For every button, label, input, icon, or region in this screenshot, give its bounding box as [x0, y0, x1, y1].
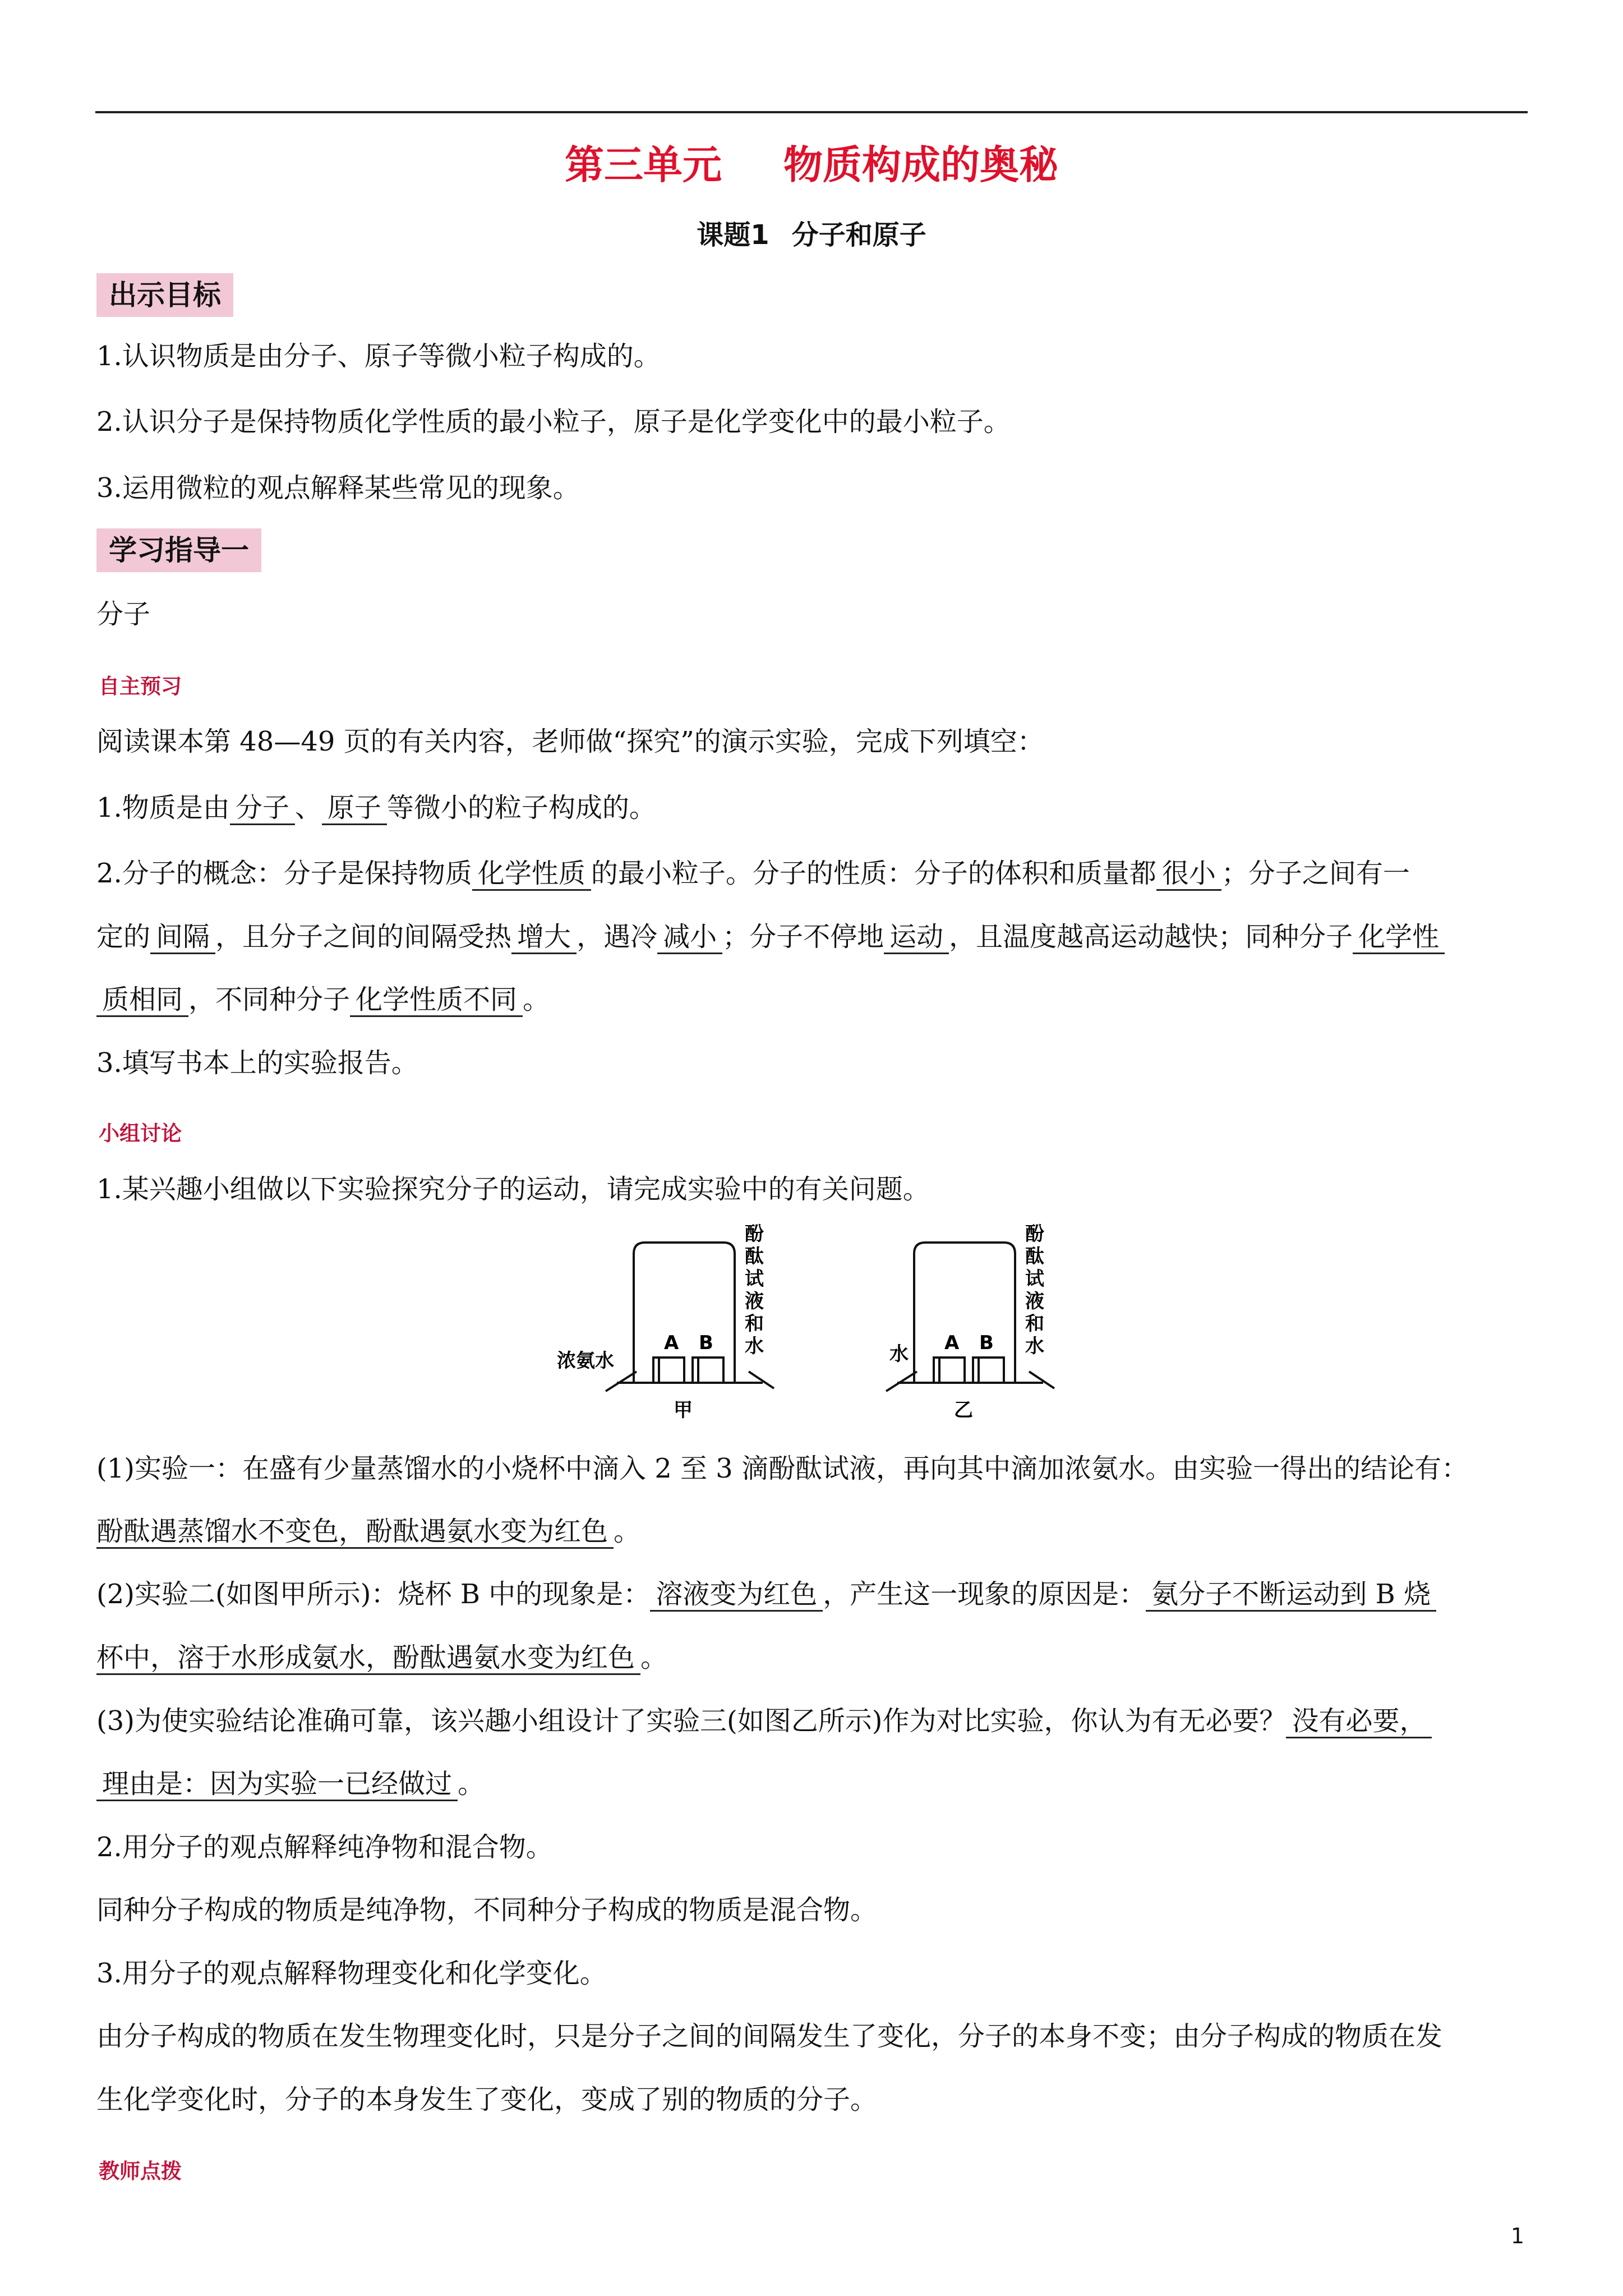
left-side-char: 水 [745, 1335, 764, 1358]
left-liquid-label: 浓氨水 [557, 1350, 614, 1372]
right-side-char: 试 [1025, 1268, 1044, 1290]
right-side-char: 液 [1025, 1290, 1044, 1313]
discussion-a3-line1: 由分子构成的物质在发生物理变化时，只是分子之间的间隔发生了变化，分子的本身不变；由分子构成的物质在发 [96, 2021, 1443, 2052]
right-side-char: 酚 [1025, 1223, 1044, 1245]
p2-end: 。 [640, 1642, 668, 1673]
unit-name: 物质构成的奥秘 [783, 142, 1058, 188]
p2-text-c: ，产生这一现象的原因是： [823, 1579, 1146, 1610]
q2-text: ，且温度越高运动越快；同种分子 [949, 921, 1353, 953]
teacher-tag: 教师点拨 [99, 2159, 182, 2183]
q2-blank-4: 增大 [511, 921, 577, 954]
left-side-char: 和 [745, 1313, 764, 1335]
q2-text: 。 [523, 984, 550, 1015]
q2-text: ，不同种分子 [188, 984, 351, 1015]
unit-label: 第三单元 [565, 142, 722, 188]
page-number: 1 [1510, 2224, 1524, 2248]
top-rule [95, 111, 1528, 113]
right-side-char: 酞 [1025, 1245, 1044, 1268]
left-side-label [745, 1223, 764, 1358]
p2-blank-reason-1: 氨分子不断运动到 B 烧 [1146, 1579, 1436, 1612]
p3-blank-2: 理由是：因为实验一已经做过 [96, 1768, 458, 1801]
preview-q2-line1 [96, 857, 1532, 891]
q1-sep: 、 [294, 792, 322, 823]
left-side-char: 液 [745, 1290, 764, 1313]
guide1-topic: 分子 [96, 599, 151, 630]
discussion-p2-line1 [96, 1577, 1532, 1612]
p3-end: 。 [458, 1768, 485, 1800]
right-liquid-label: 水 [889, 1343, 909, 1365]
right-beaker-b: B [979, 1332, 994, 1354]
q2-blank-1: 化学性质 [472, 858, 591, 891]
right-side-char: 水 [1025, 1335, 1044, 1358]
p2-blank-phenomenon: 溶液变为红色 [650, 1579, 823, 1612]
discussion-q3: 3.用分子的观点解释物理变化和化学变化。 [96, 1958, 607, 1989]
preview-q1 [96, 791, 1532, 825]
goal-item-3: 3.运用微粒的观点解释某些常见的现象。 [96, 472, 580, 504]
goals-tag: 出示目标 [96, 273, 233, 317]
discussion-tag: 小组讨论 [99, 1121, 182, 1145]
experiment-figure [538, 1220, 1099, 1428]
goal-item-1: 1.认识物质是由分子、原子等微小粒子构成的。 [96, 341, 661, 372]
right-side-char: 和 [1025, 1313, 1044, 1335]
p1-end: 。 [614, 1516, 641, 1547]
q2-text: 定的 [96, 921, 151, 953]
discussion-a3-line2: 生化学变化时，分子的本身发生了变化，变成了别的物质的分子。 [96, 2084, 878, 2115]
left-beaker-b: B [699, 1332, 713, 1354]
q1-text-c: 等微小的粒子构成的。 [386, 792, 656, 823]
discussion-p1-answer-line [96, 1515, 1532, 1549]
q1-blank-atom: 原子 [322, 792, 387, 825]
q2-text: ；分子之间有一 [1221, 858, 1410, 889]
left-side-char: 酞 [745, 1245, 764, 1268]
p2-text-a: (2)实验二(如图甲所示)：烧杯 B 中的现象是： [96, 1579, 651, 1610]
q2-text: 的最小粒子。分子的性质：分子的体积和质量都 [591, 858, 1156, 889]
preview-q2-line2 [96, 920, 1532, 954]
unit-title [0, 134, 1623, 190]
left-side-char: 试 [745, 1268, 764, 1290]
q2-blank-6: 运动 [884, 921, 949, 954]
discussion-q2: 2.用分子的观点解释纯净物和混合物。 [96, 1832, 553, 1863]
preview-intro: 阅读课本第 48—49 页的有关内容，老师做“探究”的演示实验，完成下列填空： [96, 726, 1044, 757]
q2-blank-7b: 质相同 [96, 984, 188, 1017]
discussion-p3-line2 [96, 1767, 1532, 1801]
q2-blank-8: 化学性质不同 [350, 984, 523, 1017]
lesson-label: 课题1 [697, 219, 769, 251]
q2-blank-5: 减小 [657, 921, 722, 954]
left-caption: 甲 [674, 1399, 693, 1421]
discussion-q1: 1.某兴趣小组做以下实验探究分子的运动，请完成实验中的有关问题。 [96, 1174, 930, 1205]
q2-blank-7a: 化学性 [1353, 921, 1445, 954]
q2-blank-2: 很小 [1156, 858, 1221, 891]
right-side-label [1025, 1223, 1044, 1358]
q2-blank-3: 间隔 [150, 921, 215, 954]
p3-text-a: (3)为使实验结论准确可靠，该兴趣小组设计了实验三(如图乙所示)作为对比实验，你认为有无必要？ [96, 1705, 1287, 1737]
guide1-tag: 学习指导一 [96, 528, 261, 572]
preview-tag: 自主预习 [99, 674, 182, 698]
p3-blank-1: 没有必要， [1286, 1705, 1432, 1738]
discussion-p1: (1)实验一：在盛有少量蒸馏水的小烧杯中滴入 2 至 3 滴酚酞试液，再向其中滴加浓氨水。由实验一得出的结论有： [96, 1453, 1469, 1484]
p2-blank-reason-2: 杯中，溶于水形成氨水，酚酞遇氨水变为红色 [96, 1642, 640, 1675]
q2-text: 2.分子的概念：分子是保持物质 [96, 858, 472, 889]
lesson-name: 分子和原子 [791, 219, 926, 251]
right-caption: 乙 [954, 1399, 973, 1421]
discussion-a2: 同种分子构成的物质是纯净物，不同种分子构成的物质是混合物。 [96, 1894, 878, 1926]
preview-q3: 3.填写书本上的实验报告。 [96, 1047, 418, 1079]
q1-text-a: 1.物质是由 [96, 792, 230, 823]
right-beaker-a: A [944, 1332, 960, 1354]
preview-q2-line3 [96, 983, 1532, 1017]
q2-text: ，且分子之间的间隔受热 [215, 921, 512, 953]
q2-text: ，遇冷 [577, 921, 658, 953]
left-side-char: 酚 [745, 1223, 764, 1245]
q1-blank-molecule: 分子 [230, 792, 295, 825]
discussion-p2-line2 [96, 1641, 1532, 1675]
discussion-p3-line1 [96, 1704, 1532, 1738]
p1-answer: 酚酞遇蒸馏水不变色，酚酞遇氨水变为红色 [96, 1516, 614, 1549]
lesson-title [0, 213, 1623, 252]
goal-item-2: 2.认识分子是保持物质化学性质的最小粒子，原子是化学变化中的最小粒子。 [96, 406, 1011, 438]
left-beaker-a: A [664, 1332, 679, 1354]
q2-text: ；分子不停地 [722, 921, 884, 953]
